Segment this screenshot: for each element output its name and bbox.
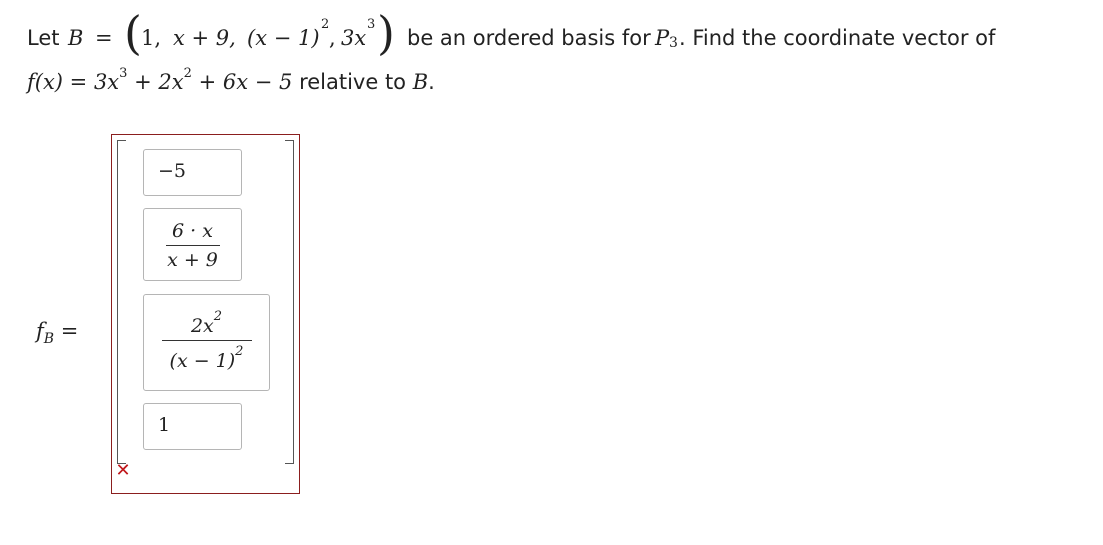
entry-3-fraction <box>144 309 269 372</box>
comma: , <box>329 26 336 50</box>
relative-text: relative to <box>299 70 407 94</box>
right-paren: ) <box>377 6 395 60</box>
function-lhs: f(x) = 3x <box>27 70 120 94</box>
left-paren: ( <box>124 6 142 60</box>
space-letter: P <box>655 26 670 50</box>
suffix-text: be an ordered basis for <box>407 26 651 50</box>
left-bracket <box>117 140 126 464</box>
entry-3-numerator: 2x <box>190 315 214 337</box>
entry-4-value: 1 <box>158 414 171 436</box>
label-equals: = <box>60 319 79 343</box>
entry-field-4[interactable] <box>143 403 242 450</box>
basis-elem-4: 3x <box>341 26 367 50</box>
answer-matrix <box>111 134 300 494</box>
entry-2-denominator: x + 9 <box>167 249 218 271</box>
space-subscript: 3 <box>669 35 678 51</box>
function-exp-1: 3 <box>119 66 128 81</box>
basis-elem-4-exp: 3 <box>367 17 376 32</box>
coordinate-vector-label <box>36 319 78 347</box>
label-f: f <box>36 319 44 343</box>
intro-text: Let <box>27 26 60 50</box>
entry-3-numerator-exp: 2 <box>213 309 223 324</box>
label-subscript: B <box>43 331 55 347</box>
entry-3-denominator-exp: 2 <box>235 344 244 359</box>
fraction-bar <box>162 340 252 341</box>
period: . <box>428 70 435 94</box>
basis-elem-3: (x − 1) <box>247 26 320 50</box>
entry-3-denominator: (x − 1) <box>169 350 236 372</box>
entry-field-3[interactable] <box>143 294 270 391</box>
function-rest: + 6x − 5 <box>198 70 293 94</box>
entry-2-numerator: 6 · x <box>172 220 213 242</box>
function-mid: + 2x <box>134 70 184 94</box>
entry-2-fraction <box>144 220 241 271</box>
entry-3-denominator-wrap <box>144 344 269 372</box>
basis-elem-1: 1, <box>141 26 162 50</box>
entry-3-numerator-wrap <box>144 309 269 337</box>
end-symbol: B <box>412 70 429 94</box>
basis-elem-3-exp: 2 <box>321 17 330 32</box>
entry-field-1[interactable] <box>143 149 242 196</box>
incorrect-x-icon: ✕ <box>115 460 131 481</box>
function-exp-2: 2 <box>183 66 192 81</box>
task-text: . Find the coordinate vector of <box>679 26 996 50</box>
entry-1-value: −5 <box>158 160 187 182</box>
basis-symbol: B <box>68 26 84 50</box>
equals-sign: = <box>95 26 113 50</box>
right-bracket <box>285 140 294 464</box>
problem-statement-line-2 <box>27 66 435 94</box>
basis-elem-2: x + 9, <box>173 26 236 50</box>
fraction-bar <box>166 245 220 246</box>
entry-field-2[interactable] <box>143 208 242 281</box>
